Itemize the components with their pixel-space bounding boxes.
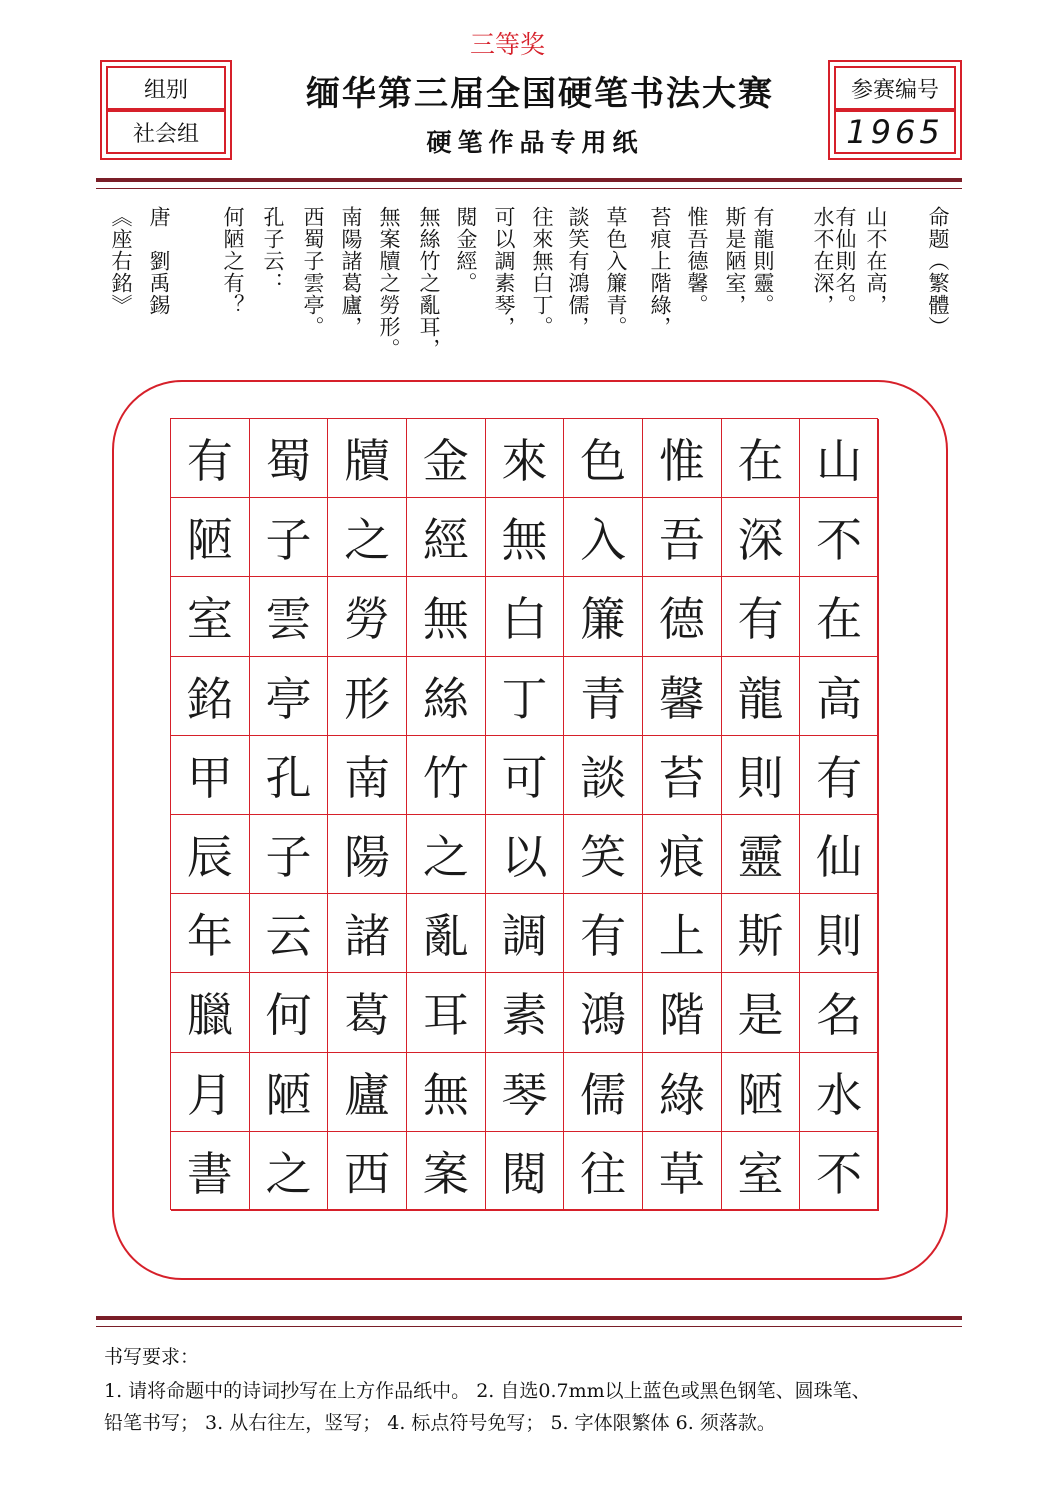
grid-cell: 不 [800, 1132, 879, 1211]
grid-cell: 來 [486, 419, 565, 498]
grid-cell: 陽 [328, 815, 407, 894]
grid-cell: 儒 [564, 1053, 643, 1132]
prompt-line: 無案牘之勞形。 [377, 206, 401, 360]
grid-cell: 則 [722, 736, 801, 815]
prompt-line: 斯是陋室， [723, 206, 747, 316]
grid-cell: 勞 [328, 577, 407, 656]
grid-cell: 陋 [250, 1053, 329, 1132]
prompt-line: 可以調素琴， [492, 206, 516, 338]
grid-cell: 不 [800, 498, 879, 577]
grid-cell: 素 [486, 973, 565, 1052]
group-value: 社会组 [106, 110, 226, 154]
grid-cell: 痕 [643, 815, 722, 894]
grid-cell: 廬 [328, 1053, 407, 1132]
grid-cell: 閱 [486, 1132, 565, 1211]
grid-cell: 以 [486, 815, 565, 894]
prompt-line: 何陋之有？ [221, 206, 245, 316]
grid-cell: 綠 [643, 1053, 722, 1132]
grid-cell: 馨 [643, 657, 722, 736]
prompt-line: 閱金經。 [454, 206, 478, 294]
prompt-line: 山不在高， [864, 206, 888, 316]
prompt-heading: 命题（繁體） [926, 206, 950, 338]
grid-cell: 室 [171, 577, 250, 656]
grid-cell: 有 [564, 894, 643, 973]
grid-cell: 諸 [328, 894, 407, 973]
grid-cell: 談 [564, 736, 643, 815]
page-subtitle: 硬笔作品专用纸 [426, 128, 644, 157]
grid-cell: 則 [800, 894, 879, 973]
grid-cell: 年 [171, 894, 250, 973]
grid-cell: 白 [486, 577, 565, 656]
grid-cell: 在 [722, 419, 801, 498]
grid-cell: 苔 [643, 736, 722, 815]
grid-cell: 甲 [171, 736, 250, 815]
grid-cell: 子 [250, 815, 329, 894]
grid-cell: 書 [171, 1132, 250, 1211]
grid-cell: 竹 [407, 736, 486, 815]
grid-cell: 有 [722, 577, 801, 656]
grid-cell: 有 [171, 419, 250, 498]
grid-cell: 斯 [722, 894, 801, 973]
grid-cell: 月 [171, 1053, 250, 1132]
prompt-source: 《座右銘》 [109, 206, 133, 316]
grid-cell: 之 [250, 1132, 329, 1211]
prompt-line: 無絲竹之亂耳， [417, 206, 441, 360]
calligraphy-grid [170, 418, 878, 1210]
grid-cell: 西 [328, 1132, 407, 1211]
grid-cell: 亭 [250, 657, 329, 736]
grid-cell: 無 [407, 1053, 486, 1132]
grid-cell: 德 [643, 577, 722, 656]
grid-cell: 絲 [407, 657, 486, 736]
grid-cell: 之 [407, 815, 486, 894]
grid-cell: 草 [643, 1132, 722, 1211]
grid-cell: 往 [564, 1132, 643, 1211]
prompt-line: 草色入簾青。 [604, 206, 628, 338]
grid-cell: 高 [800, 657, 879, 736]
prompt-line: 孔子云： [261, 206, 285, 294]
grid-cell: 亂 [407, 894, 486, 973]
grid-cell: 云 [250, 894, 329, 973]
grid-cell: 有 [800, 736, 879, 815]
entry-number: 1965 [834, 110, 956, 154]
grid-cell: 葛 [328, 973, 407, 1052]
grid-cell: 子 [250, 498, 329, 577]
grid-cell: 臘 [171, 973, 250, 1052]
grid-cell: 簾 [564, 577, 643, 656]
group-label: 组别 [106, 66, 226, 110]
grid-cell: 靈 [722, 815, 801, 894]
prompt-line: 南陽諸葛廬， [339, 206, 363, 338]
grid-cell: 吾 [643, 498, 722, 577]
prompt-line: 西蜀子雲亭。 [301, 206, 325, 338]
grid-cell: 南 [328, 736, 407, 815]
page-title: 缅华第三届全国硬笔书法大赛 [306, 74, 774, 114]
grid-cell: 上 [643, 894, 722, 973]
grid-cell: 是 [722, 973, 801, 1052]
grid-cell: 形 [328, 657, 407, 736]
grid-cell: 經 [407, 498, 486, 577]
grid-cell: 惟 [643, 419, 722, 498]
requirements-line-2: 铅笔书写； 3. 从右往左，竖写； 4. 标点符号免写； 5. 字体限繁体 6. 须落款。 [104, 1412, 776, 1434]
grid-cell: 無 [407, 577, 486, 656]
grid-cell: 何 [250, 973, 329, 1052]
grid-cell: 蜀 [250, 419, 329, 498]
grid-cell: 雲 [250, 577, 329, 656]
grid-cell: 鴻 [564, 973, 643, 1052]
header-rule-thick [96, 178, 962, 182]
grid-cell: 名 [800, 973, 879, 1052]
prompt-line: 往來無白丁。 [530, 206, 554, 338]
grid-cell: 耳 [407, 973, 486, 1052]
award-label: 三等奖 [470, 30, 546, 59]
prompt-line: 苔痕上階綠， [648, 206, 672, 338]
grid-cell: 調 [486, 894, 565, 973]
footer-rule-thick [96, 1316, 962, 1320]
grid-cell: 琴 [486, 1053, 565, 1132]
grid-cell: 山 [800, 419, 879, 498]
grid-cell: 室 [722, 1132, 801, 1211]
entry-label: 参赛编号 [834, 66, 956, 110]
grid-cell: 案 [407, 1132, 486, 1211]
grid-cell: 階 [643, 973, 722, 1052]
grid-cell: 龍 [722, 657, 801, 736]
grid-cell: 青 [564, 657, 643, 736]
grid-cell: 色 [564, 419, 643, 498]
grid-cell: 丁 [486, 657, 565, 736]
grid-cell: 辰 [171, 815, 250, 894]
grid-cell: 陋 [722, 1053, 801, 1132]
header-rule-thin [96, 188, 962, 189]
grid-cell: 入 [564, 498, 643, 577]
footer-rule-thin [96, 1326, 962, 1327]
grid-cell: 深 [722, 498, 801, 577]
requirements-title: 书写要求： [104, 1346, 200, 1368]
grid-cell: 陋 [171, 498, 250, 577]
grid-cell: 之 [328, 498, 407, 577]
requirements-line-1: 1. 请将命题中的诗词抄写在上方作品纸中。 2. 自选0.7mm以上蓝色或黑色钢笔、圆珠笔、 [104, 1380, 871, 1402]
grid-cell: 無 [486, 498, 565, 577]
prompt-line: 水不在深， [811, 206, 835, 316]
grid-cell: 在 [800, 577, 879, 656]
grid-cell: 笑 [564, 815, 643, 894]
prompt-line: 有仙則名。 [833, 206, 857, 316]
prompt-line: 有龍則靈。 [751, 206, 775, 316]
grid-cell: 仙 [800, 815, 879, 894]
grid-cell: 金 [407, 419, 486, 498]
prompt-line: 談笑有鴻儒， [566, 206, 590, 338]
grid-cell: 水 [800, 1053, 879, 1132]
grid-cell: 銘 [171, 657, 250, 736]
grid-cell: 孔 [250, 736, 329, 815]
prompt-line: 惟吾德馨。 [685, 206, 709, 316]
grid-cell: 牘 [328, 419, 407, 498]
prompt-author: 唐 劉禹錫 [147, 206, 171, 316]
grid-cell: 可 [486, 736, 565, 815]
